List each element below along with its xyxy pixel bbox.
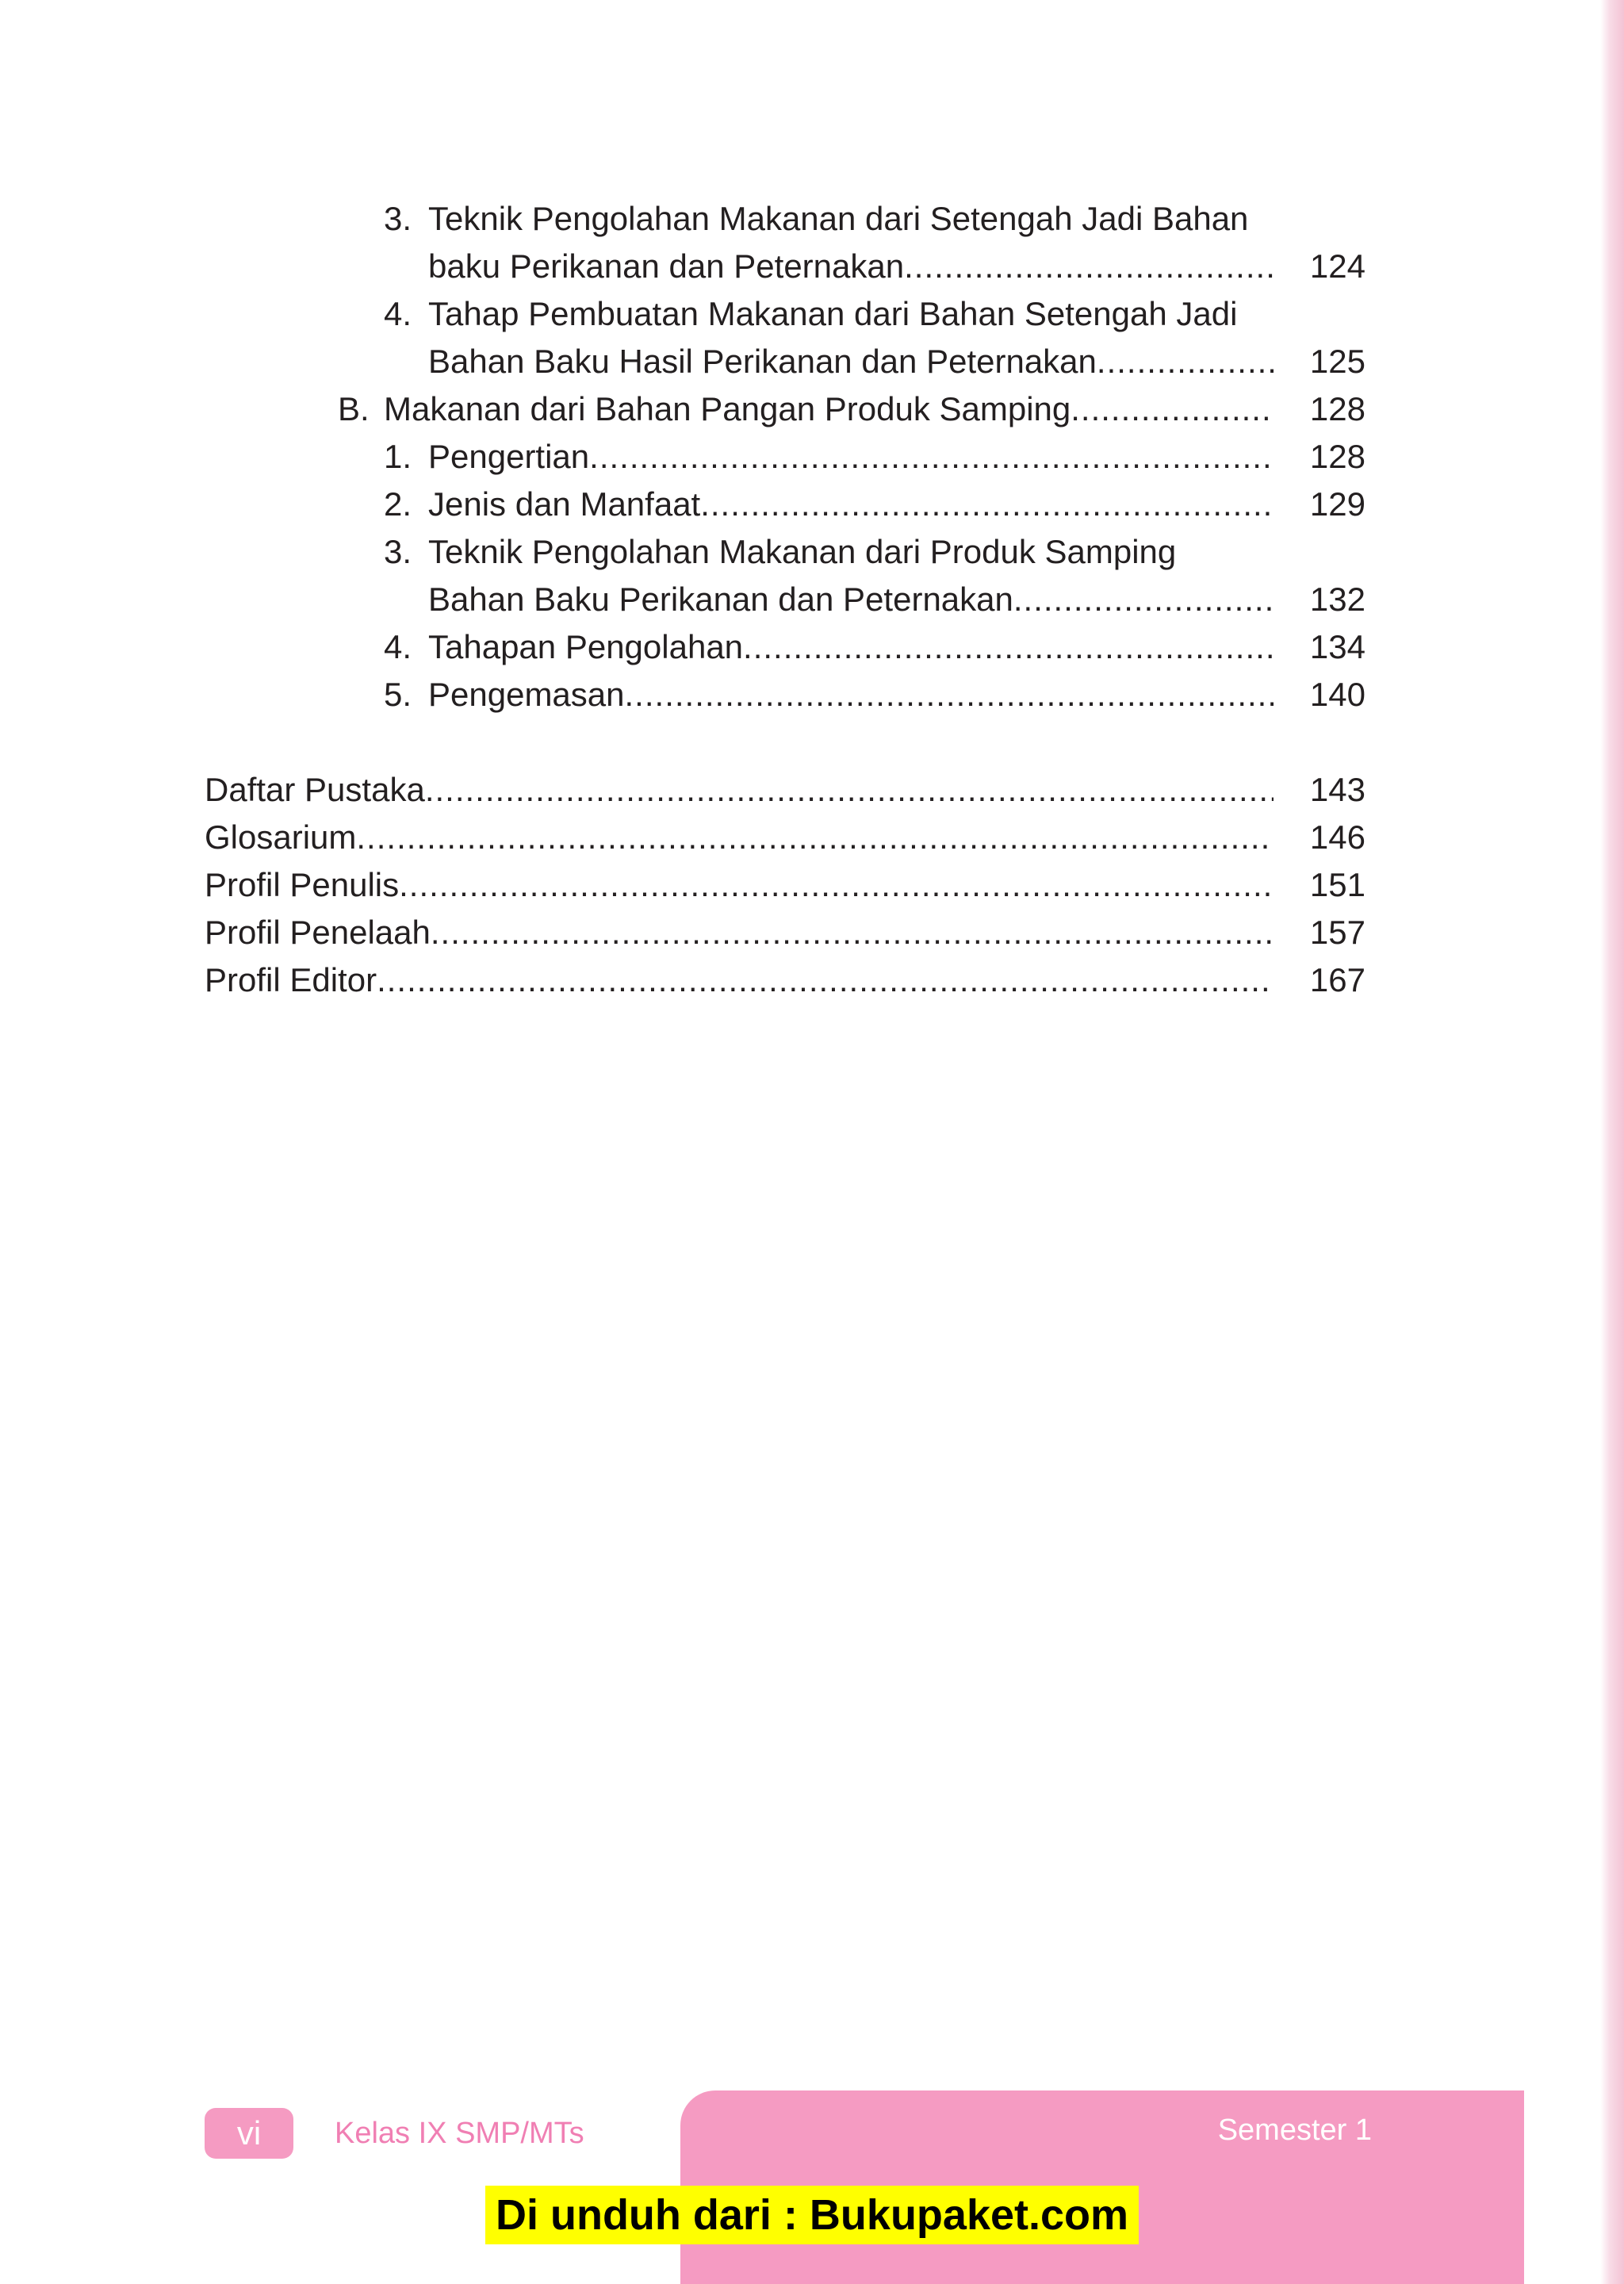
toc-entry-b5[interactable] [0, 671, 1624, 719]
toc-entry-leader [205, 956, 1274, 1004]
toc-page-number: 157 [1309, 914, 1365, 951]
toc-entry-number: B. [338, 390, 370, 427]
toc-section-b[interactable] [0, 385, 1624, 433]
toc-entry-number: 4. [384, 628, 412, 665]
dot-leader [589, 433, 1274, 481]
page-number-badge: vi [205, 2108, 293, 2159]
toc-entry-leader [205, 814, 1274, 861]
toc-entry-number: 1. [384, 438, 412, 475]
toc-entry-title: Profil Penelaah [205, 914, 431, 951]
table-of-contents [0, 0, 1624, 1031]
toc-entry-title: Pengemasan [428, 676, 625, 713]
toc-entry-leader [205, 909, 1274, 956]
toc-entry-b2[interactable] [0, 481, 1624, 528]
toc-entry-a3-continued[interactable] [0, 243, 1624, 290]
toc-page-number: 129 [1309, 485, 1365, 523]
dot-leader [1097, 338, 1274, 385]
toc-entry-glosarium[interactable] [0, 814, 1624, 861]
dot-leader [356, 814, 1274, 861]
toc-entry-title: Pengertian [428, 438, 590, 475]
toc-page-number: 128 [1309, 438, 1365, 475]
toc-entry-title: Bahan Baku Hasil Perikanan dan Peternakan [428, 343, 1097, 380]
toc-entry-title: Daftar Pustaka [205, 771, 425, 808]
toc-entry-title: Profil Editor [205, 961, 377, 998]
toc-entry-leader [428, 243, 1274, 290]
toc-entry-title: Teknik Pengolahan Makanan dari Setengah Jadi Bahan [428, 200, 1249, 237]
dot-leader [377, 956, 1274, 1004]
toc-entry-number: 2. [384, 485, 412, 523]
toc-page-number: 143 [1309, 771, 1365, 808]
dot-leader [743, 623, 1274, 671]
toc-entry-profil-penelaah[interactable] [0, 909, 1624, 956]
page-footer [0, 2086, 1624, 2284]
toc-page-number: 146 [1309, 818, 1365, 856]
toc-entry-number: 5. [384, 676, 412, 713]
toc-entry-leader [428, 671, 1274, 719]
toc-entry-leader [428, 338, 1274, 385]
toc-entry-leader [428, 576, 1274, 623]
toc-entry-leader [205, 766, 1274, 814]
class-label: Kelas IX SMP/MTs [335, 2117, 584, 2150]
toc-entry-b1[interactable] [0, 433, 1624, 481]
toc-page-number: 140 [1309, 676, 1365, 713]
dot-leader [1013, 576, 1274, 623]
toc-entry-number: 3. [384, 200, 412, 237]
toc-entry-b4[interactable] [0, 623, 1624, 671]
toc-page-number: 167 [1309, 961, 1365, 998]
dot-leader [431, 909, 1274, 956]
toc-entry-title: Profil Penulis [205, 866, 400, 903]
toc-page-number: 132 [1309, 581, 1365, 618]
toc-page-number: 128 [1309, 390, 1365, 427]
toc-page-number: 125 [1309, 343, 1365, 380]
dot-leader [1071, 385, 1274, 433]
toc-entry-title: Tahapan Pengolahan [428, 628, 744, 665]
dot-leader [425, 766, 1274, 814]
toc-entry-leader [205, 861, 1274, 909]
toc-entry-leader [384, 385, 1274, 433]
toc-entry-number: 3. [384, 533, 412, 570]
toc-entry-leader [428, 623, 1274, 671]
toc-entry-b3[interactable] [0, 528, 1624, 576]
dot-leader [904, 243, 1274, 290]
toc-entry-leader [428, 481, 1274, 528]
toc-entry-title: Tahap Pembuatan Makanan dari Bahan Setengah Jadi [428, 295, 1238, 332]
toc-page-number: 124 [1309, 247, 1365, 285]
semester-label: Semester 1 [1217, 2113, 1372, 2147]
toc-entry-leader [428, 433, 1274, 481]
toc-entry-number: 4. [384, 295, 412, 332]
toc-entry-title: Jenis dan Manfaat [428, 485, 701, 523]
dot-leader [399, 861, 1274, 909]
toc-entry-title: Glosarium [205, 818, 357, 856]
toc-entry-daftar-pustaka[interactable] [0, 766, 1624, 814]
download-source-banner[interactable]: Di unduh dari : Bukupaket.com [485, 2186, 1139, 2244]
toc-entry-a4-continued[interactable] [0, 338, 1624, 385]
toc-entry-b3-continued[interactable] [0, 576, 1624, 623]
toc-entry-title: Makanan dari Bahan Pangan Produk Samping [384, 390, 1071, 427]
toc-entry-a3[interactable] [0, 195, 1624, 243]
dot-leader [625, 671, 1274, 719]
toc-entry-title: Teknik Pengolahan Makanan dari Produk Samping [428, 533, 1177, 570]
toc-entry-profil-penulis[interactable] [0, 861, 1624, 909]
toc-page-number: 151 [1309, 866, 1365, 903]
toc-entry-title: Bahan Baku Perikanan dan Peternakan [428, 581, 1013, 618]
toc-entry-title: baku Perikanan dan Peternakan [428, 247, 905, 285]
toc-entry-profil-editor[interactable] [0, 956, 1624, 1004]
toc-entry-a4[interactable] [0, 290, 1624, 338]
dot-leader [700, 481, 1274, 528]
toc-page-number: 134 [1309, 628, 1365, 665]
